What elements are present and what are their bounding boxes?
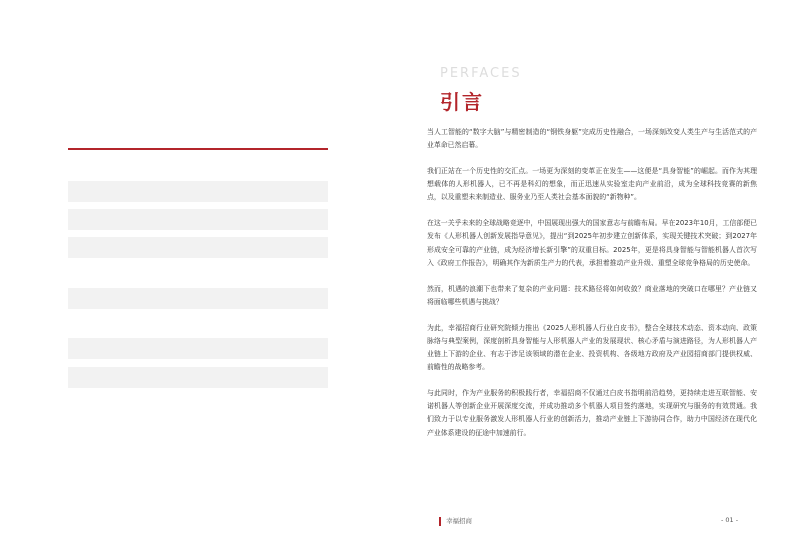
right-page — [396, 0, 793, 541]
divider-rule — [68, 148, 328, 150]
paragraph: 为此，幸福招商行业研究院倾力推出《2025人形机器人行业白皮书》，整合全球技术动态、资本动向、政策脉络与典型案例，深度剖析具身智能与人形机器人产业的发展现状、核心矛盾与演进路径，为人形机器人产业链上下游的企业、有志于涉足该领域的潜在企业、投资机构、各级地方政府及产业园招商部门提供权威、前瞻性的战略参考。 — [427, 323, 757, 372]
section-eyebrow: PERFACES — [440, 66, 522, 81]
paragraph: 在这一关乎未来的全球战略竞逐中，中国展现出强大的国家意志与前瞻布局。早在2023年10月，工信部便已发布《人形机器人创新发展指导意见》，提出“到2025年初步建立创新体系，实现关键技术突破；到2027年形成安全可靠的产业链，成为经济增长新引擎”的双重目标。2025年，更是将具身智能与智能机器人首次写入《政府工作报告》，明确其作为新质生产力的代表，承担着推动产业升级、重塑全球竞争格局的历史使命。 — [427, 219, 757, 267]
paragraph: 与此同时，作为产业服务的积极践行者，幸福招商不仅通过白皮书指明前沿趋势，更持续走进互联智能、安诺机器人等创新企业开展深度交流，并成功推动多个机器人项目签约落地，实现研究与服务的有效贯通。我们致力于以专业服务激发人形机器人行业的创新活力，推动产业链上下游协同合作，助力中国经济在现代化产业体系建设的征途中加速前行。 — [427, 389, 757, 437]
paragraph: 然而，机遇的浪潮下也带来了复杂的产业问题：技术路径将如何收敛？商业落地的突破口在哪里？产业链又将面临哪些机遇与挑战？ — [427, 284, 757, 306]
content-band — [68, 181, 328, 202]
page-title: 引言 — [440, 90, 484, 114]
paragraph: 我们正站在一个历史性的交汇点。一场更为深刻的变革正在发生——这便是“具身智能”的崛起。而作为其理想载体的人形机器人，已不再是科幻的想象，而正迅速从实验室走向产业前沿，成为全球科技竞赛的新焦点，以及重塑未来制造业、服务业乃至人类社会基本面貌的“新物种”。 — [427, 167, 757, 202]
left-page — [0, 0, 396, 541]
content-band — [68, 367, 328, 388]
footer-brand: 幸福招商 — [446, 517, 472, 525]
footer-accent-bar — [439, 517, 441, 526]
content-band — [68, 209, 328, 230]
content-band — [68, 237, 328, 258]
body-text — [427, 126, 757, 452]
content-band — [68, 288, 328, 309]
content-band — [68, 338, 328, 359]
paragraph: 当人工智能的“数字大脑”与精密制造的“钢铁身躯”完成历史性融合，一场深刻改变人类生产与生活范式的产业革命已然启幕。 — [427, 128, 757, 150]
page-number: - 01 - — [721, 516, 739, 524]
